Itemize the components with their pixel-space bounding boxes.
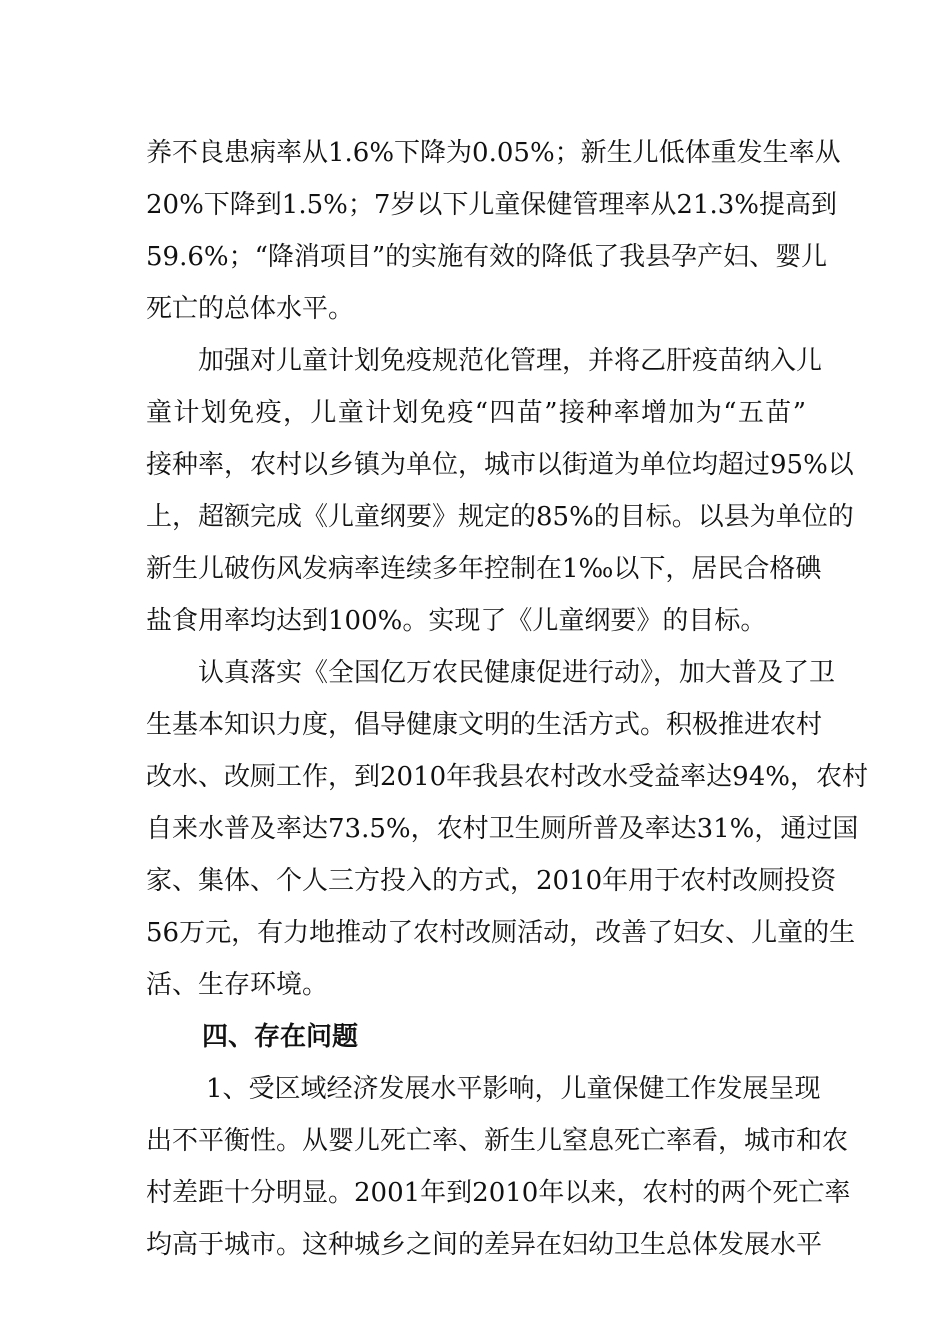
paragraph-immunization	[146, 335, 854, 647]
text-line: 接种率，农村以乡镇为单位，城市以街道为单位均超过95%以	[146, 450, 854, 480]
paragraph-sanitation	[146, 647, 868, 1011]
text-line: 自来水普及率达73.5%，农村卫生厕所普及率达31%，通过国	[146, 814, 859, 844]
section-heading: 四、存在问题	[202, 1022, 359, 1052]
text-line: 活、生存环境。	[146, 970, 329, 1000]
text-line: 均高于城市。这种城乡之间的差异在妇幼卫生总体发展水平	[146, 1230, 823, 1260]
text-line: 盐食用率均达到100%。实现了《儿童纲要》的目标。	[146, 606, 767, 636]
text-line: 56万元，有力地推动了农村改厕活动，改善了妇女、儿童的生	[146, 918, 856, 948]
text-line: 上，超额完成《儿童纲要》规定的85%的目标。以县为单位的	[146, 502, 854, 532]
paragraph-maternal-infant-results	[146, 127, 841, 335]
text-line: 1、受区域经济发展水平影响，儿童保健工作发展呈现	[206, 1074, 821, 1104]
text-line: 59.6%；“降消项目”的实施有效的降低了我县孕产妇、婴儿	[146, 242, 828, 272]
text-line: 死亡的总体水平。	[146, 294, 355, 324]
paragraph-problems	[146, 1063, 851, 1271]
text-line: 生基本知识力度，倡导健康文明的生活方式。积极推进农村	[146, 710, 823, 740]
text-line: 童计划免疫，儿童计划免疫“四苗”接种率增加为“五苗”	[146, 398, 806, 428]
text-line: 家、集体、个人三方投入的方式，2010年用于农村改厕投资	[146, 866, 837, 896]
text-line: 加强对儿童计划免疫规范化管理，并将乙肝疫苗纳入儿	[198, 346, 823, 376]
text-line: 20%下降到1.5%；7岁以下儿童保健管理率从21.3%提高到	[146, 190, 837, 220]
text-line: 村差距十分明显。2001年到2010年以来，农村的两个死亡率	[146, 1178, 851, 1208]
text-line: 养不良患病率从1.6%下降为0.05%；新生儿低体重发生率从	[146, 138, 841, 168]
text-line: 改水、改厕工作，到2010年我县农村改水受益率达94%，农村	[146, 762, 868, 792]
text-line: 新生儿破伤风发病率连续多年控制在1‰以下，居民合格碘	[146, 554, 822, 584]
text-line: 出不平衡性。从婴儿死亡率、新生儿窒息死亡率看，城市和农	[146, 1126, 849, 1156]
text-line: 认真落实《全国亿万农民健康促进行动》，加大普及了卫	[198, 658, 836, 688]
document-body	[146, 127, 868, 1271]
